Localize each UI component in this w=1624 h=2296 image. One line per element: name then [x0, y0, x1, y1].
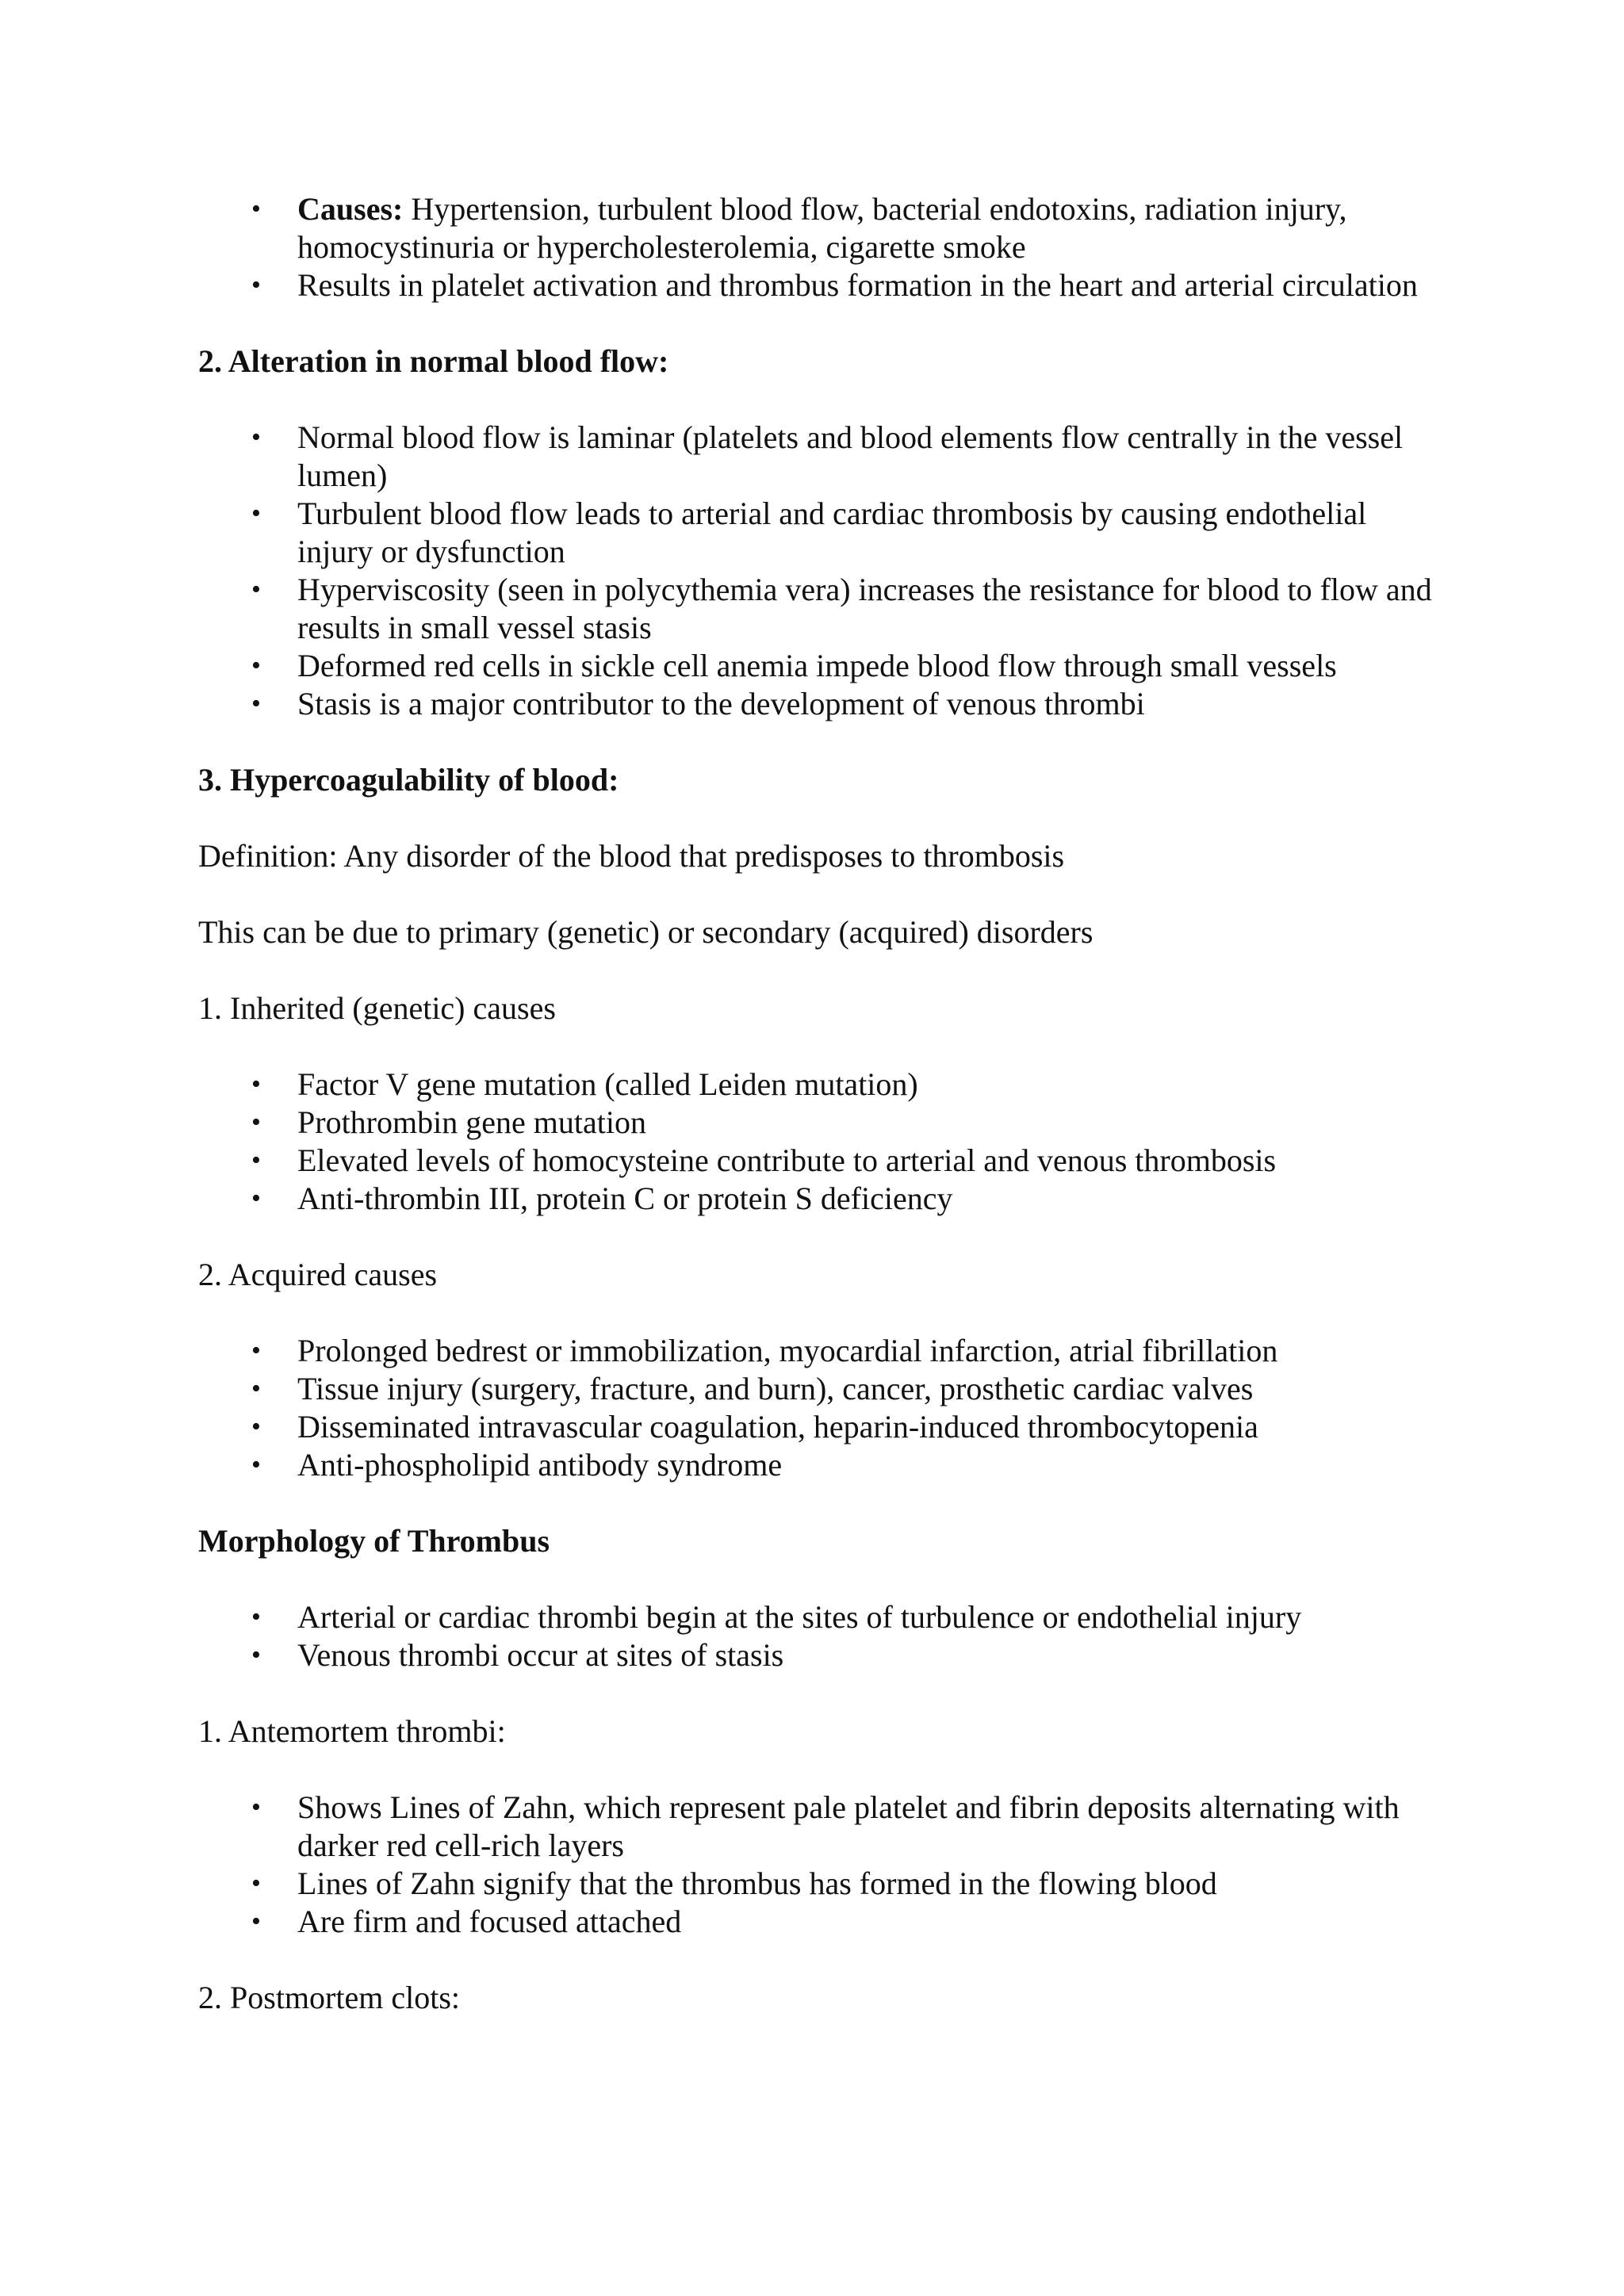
list-item: • Normal blood flow is laminar (platelets and blood elements flow centrally in the vessel lumen) [297, 419, 1435, 495]
antemortem-heading: 1. Antemortem thrombi: [198, 1713, 506, 1749]
list-item: • Results in platelet activation and thrombus formation in the heart and arterial circulation [297, 266, 1435, 304]
list-item: • Deformed red cells in sickle cell anemia impede blood flow through small vessels [297, 647, 1435, 685]
list-item: • Prolonged bedrest or immobilization, myocardial infarction, atrial fibrillation [297, 1332, 1435, 1370]
list-item: • Anti-phospholipid antibody syndrome [297, 1446, 1435, 1484]
list-item: • Shows Lines of Zahn, which represent pale platelet and fibrin deposits alternating with darker red cell-rich layers [297, 1789, 1435, 1865]
list-item: • Elevated levels of homocysteine contribute to arterial and venous thrombosis [297, 1142, 1435, 1180]
list-item: • Prothrombin gene mutation [297, 1104, 1435, 1142]
endothelial-injury-list [198, 190, 1435, 304]
morphology-list [198, 1598, 1435, 1674]
list-item [297, 190, 1435, 266]
definition-text: Definition: Any disorder of the blood that predisposes to thrombosis [198, 838, 1065, 874]
list-item: • Anti-thrombin III, protein C or protein S deficiency [297, 1180, 1435, 1218]
causes-text: Hypertension, turbulent blood flow, bacterial endotoxins, radiation injury, homocystinuria or hypercholesterolemia, cigarette smoke [297, 191, 1347, 265]
list-item: • Disseminated intravascular coagulation, heparin-induced thrombocytopenia [297, 1408, 1435, 1446]
causes-label: Causes: [297, 191, 404, 227]
section-heading-hypercoagulability: 3. Hypercoagulability of blood: [198, 762, 619, 798]
postmortem-heading: 2. Postmortem clots: [198, 1980, 460, 2015]
list-item: • Tissue injury (surgery, fracture, and burn), cancer, prosthetic cardiac valves [297, 1370, 1435, 1408]
antemortem-list [198, 1789, 1435, 1941]
list-item: • Arterial or cardiac thrombi begin at the sites of turbulence or endothelial injury [297, 1598, 1435, 1636]
list-item: • Turbulent blood flow leads to arterial and cardiac thrombosis by causing endothelial injury or dysfunction [297, 495, 1435, 571]
document-page [198, 190, 1435, 2017]
list-item: • Factor V gene mutation (called Leiden mutation) [297, 1066, 1435, 1104]
blood-flow-list [198, 419, 1435, 723]
list-item: • Lines of Zahn signify that the thrombus has formed in the flowing blood [297, 1865, 1435, 1903]
list-item: • Stasis is a major contributor to the development of venous thrombi [297, 685, 1435, 723]
acquired-causes-list [198, 1332, 1435, 1484]
acquired-heading: 2. Acquired causes [198, 1257, 438, 1292]
list-item: • Are firm and focused attached [297, 1903, 1435, 1941]
section-heading-blood-flow: 2. Alteration in normal blood flow: [198, 343, 669, 379]
inherited-causes-list [198, 1066, 1435, 1218]
list-item: • Venous thrombi occur at sites of stasis [297, 1636, 1435, 1674]
list-item: • Hyperviscosity (seen in polycythemia vera) increases the resistance for blood to flow and results in small vessel stasis [297, 571, 1435, 647]
note-text: This can be due to primary (genetic) or secondary (acquired) disorders [198, 914, 1094, 950]
section-heading-morphology: Morphology of Thrombus [198, 1523, 550, 1559]
inherited-heading: 1. Inherited (genetic) causes [198, 990, 556, 1026]
